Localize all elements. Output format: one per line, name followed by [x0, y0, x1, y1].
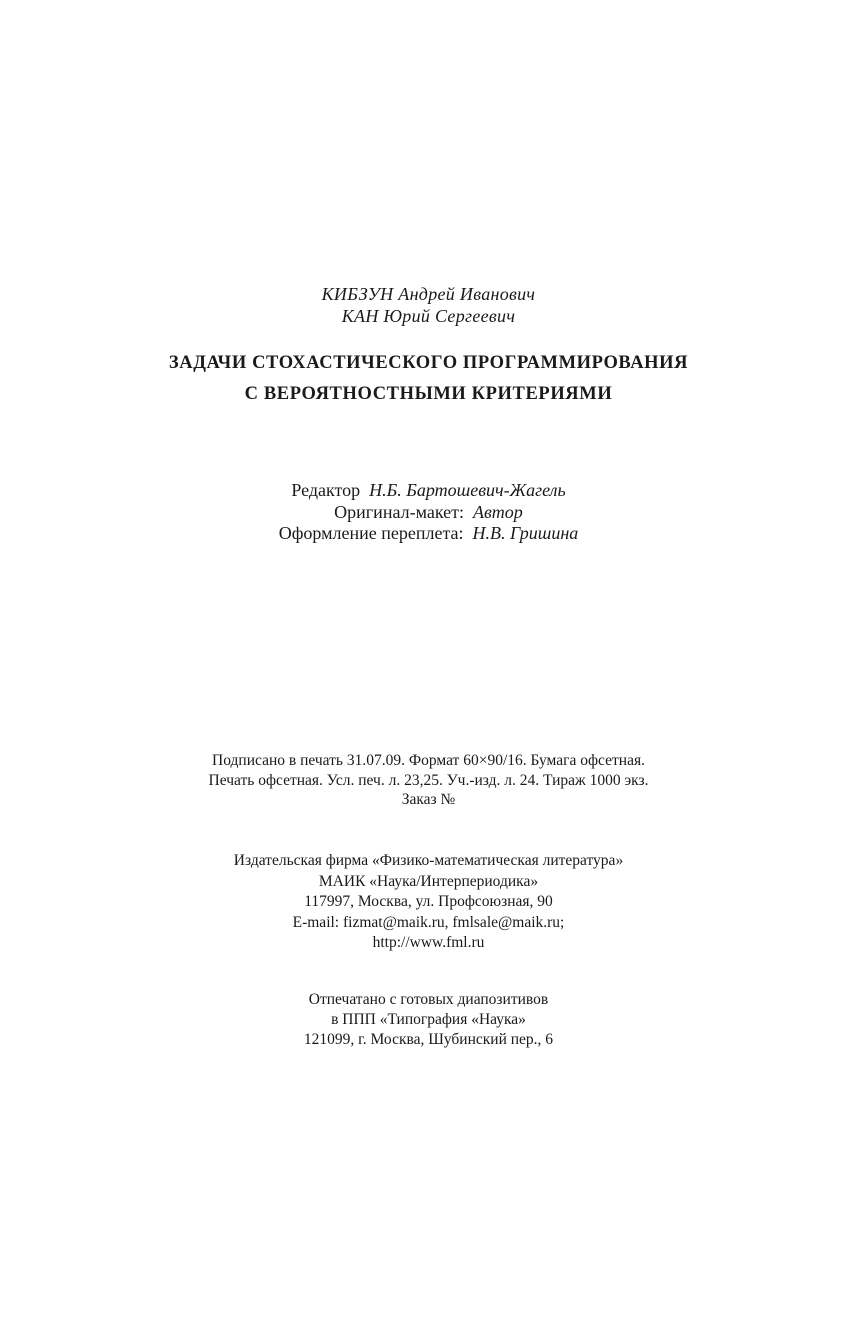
- author-line: КАН Юрий Сергеевич: [341, 306, 516, 326]
- book-title: [0, 348, 857, 410]
- credit-editor-value: Н.Б. Бартошевич-Жагель: [369, 480, 566, 500]
- imprint-line: Подписано в печать 31.07.09. Формат 60×90/16. Бумага офсетная.: [212, 752, 645, 769]
- credit-cover-value: Н.В. Гришина: [472, 523, 579, 543]
- author-line: КИБЗУН Андрей Иванович: [321, 284, 536, 304]
- credit-cover: [0, 523, 857, 545]
- credit-layout-label: Оригинал-макет:: [334, 501, 464, 522]
- imprint-line: Печать офсетная. Усл. печ. л. 23,25. Уч.-изд. л. 24. Тираж 1000 экз.: [208, 771, 649, 789]
- credit-cover-label: Оформление переплета:: [278, 523, 464, 543]
- printer-line: в ППП «Типография «Наука»: [331, 1011, 526, 1028]
- publisher-line: Издательская фирма «Физико-математическая литература»: [233, 852, 624, 869]
- credit-layout-value: Автор: [473, 501, 523, 522]
- credits-block: [0, 480, 857, 545]
- authors-block: [0, 283, 857, 327]
- imprint-line: Заказ №: [401, 791, 456, 808]
- publisher-line: МАИК «Наука/Интерпериодика»: [318, 872, 539, 890]
- publisher-line: 117997, Москва, ул. Профсоюзная, 90: [304, 893, 553, 910]
- credit-editor: [0, 480, 857, 502]
- printer-line: Отпечатано с готовых диапозитивов: [308, 991, 549, 1008]
- publisher-line: E-mail: fizmat@maik.ru, fmlsale@maik.ru;: [292, 913, 565, 931]
- credit-editor-label: Редактор: [291, 480, 361, 500]
- publisher-line: http://www.fml.ru: [372, 934, 485, 951]
- printer-block: [0, 990, 857, 1050]
- credit-layout: [0, 502, 857, 524]
- title-line: ЗАДАЧИ СТОХАСТИЧЕСКОГО ПРОГРАММИРОВАНИЯ: [168, 353, 689, 373]
- publisher-block: [0, 851, 857, 954]
- printer-line: 121099, г. Москва, Шубинский пер., 6: [303, 1031, 554, 1048]
- title-line: С ВЕРОЯТНОСТНЫМИ КРИТЕРИЯМИ: [244, 384, 613, 404]
- imprint-block: [0, 751, 857, 810]
